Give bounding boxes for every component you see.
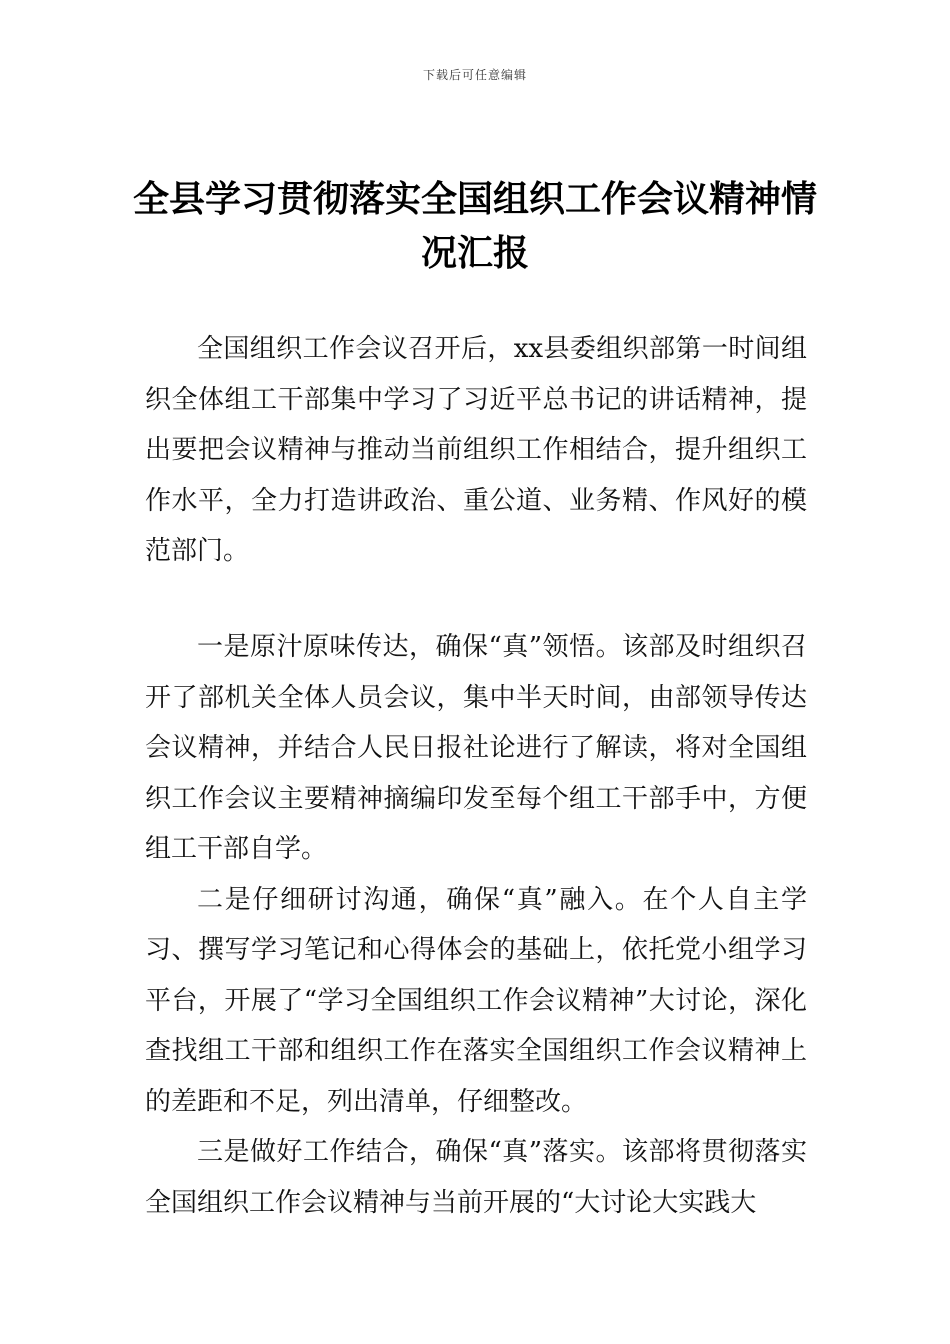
document-title: 全县学习贯彻落实全国组织工作会议精神情况汇报	[132, 178, 817, 274]
header-note: 下载后可任意编辑	[422, 68, 527, 82]
paragraph-intro: 全国组织工作会议召开后，xx县委组织部第一时间组织全体组工干部集中学习了习近平总书记的讲话精神，提出要把会议精神与推动当前组织工作相结合，提升组织工作水平，全力打造讲政治、重公道、业务精、作风好的模范部门。	[145, 334, 807, 566]
intro-paragraph-block	[145, 324, 807, 577]
paragraph-point-1: 一是原汁原味传达，确保“真”领悟。该部及时组织召开了部机关全体人员会议，集中半天时间，由部领导传达会议精神，并结合人民日报社论进行了解读，将对全国组织工作会议主要精神摘编印发至每个组工干部手中，方便组工干部自学。	[145, 632, 807, 864]
points-paragraph-block	[145, 622, 807, 1228]
paragraph-point-2: 二是仔细研讨沟通，确保“真”融入。在个人自主学习、撰写学习笔记和心得体会的基础上，依托党小组学习平台，开展了“学习全国组织工作会议精神”大讨论，深化查找组工干部和组织工作在落实全国组织工作会议精神上的差距和不足，列出清单，仔细整改。	[145, 884, 807, 1117]
paragraph-point-3: 三是做好工作结合，确保“真”落实。该部将贯彻落实全国组织工作会议精神与当前开展的“大讨论大实践大	[145, 1137, 807, 1218]
